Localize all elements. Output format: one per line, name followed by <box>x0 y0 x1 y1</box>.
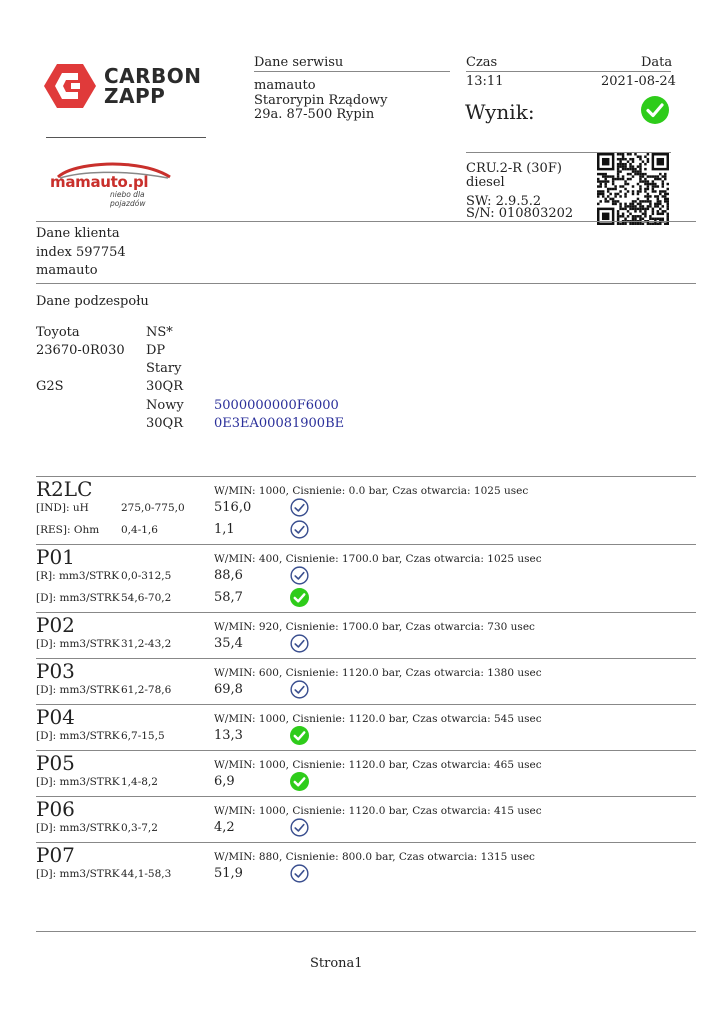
component-new-value1: 5000000000F6000 <box>214 398 339 413</box>
test-params: W/MIN: 880, Cisnienie: 800.0 bar, Czas otwarcia: 1315 usec <box>214 851 535 863</box>
device-sw: SW: 2.9.5.2 <box>466 194 542 209</box>
test-row-label: [D]: mm3/STRK <box>36 684 120 696</box>
service-heading: Dane serwisu <box>254 55 344 70</box>
test-params: W/MIN: 1000, Cisnienie: 1120.0 bar, Czas otwarcia: 415 usec <box>214 805 542 817</box>
qr-code <box>597 153 669 229</box>
test-row-range: 61,2-78,6 <box>121 684 172 696</box>
test-row-value: 35,4 <box>214 636 243 651</box>
test-row-label: [R]: mm3/STRK <box>36 570 120 582</box>
check-outline-icon <box>290 818 309 841</box>
service-address-line1: Starorypin Rządowy <box>254 93 388 108</box>
time-value: 13:11 <box>466 74 504 89</box>
test-row-value: 69,8 <box>214 682 243 697</box>
test-name: P02 <box>36 613 75 637</box>
service-address-line2: 29a. 87-500 Rypin <box>254 107 375 122</box>
test-divider <box>36 658 696 659</box>
test-row-range: 1,4-8,2 <box>121 776 158 788</box>
test-params: W/MIN: 1000, Cisnienie: 1120.0 bar, Czas otwarcia: 465 usec <box>214 759 542 771</box>
component-code: G2S <box>36 379 64 394</box>
test-name: P04 <box>36 705 75 729</box>
check-outline-icon <box>290 864 309 887</box>
service-divider <box>254 71 450 72</box>
check-outline-icon <box>290 520 309 543</box>
test-row-label: [D]: mm3/STRK <box>36 822 120 834</box>
component-new-label: Nowy <box>146 398 184 413</box>
component-old-label: Stary <box>146 361 182 376</box>
test-row-value: 4,2 <box>214 820 235 835</box>
carbon-zapp-wordmark: CARBON ZAPP <box>104 64 202 108</box>
test-row-range: 0,4-1,6 <box>121 524 158 536</box>
test-divider <box>36 750 696 751</box>
check-outline-icon <box>290 566 309 589</box>
test-row-label: [D]: mm3/STRK <box>36 868 120 880</box>
test-row-value: 13,3 <box>214 728 243 743</box>
test-row-label: [D]: mm3/STRK <box>36 638 120 650</box>
component-old-code: 30QR <box>146 379 183 394</box>
test-row-label: [D]: mm3/STRK <box>36 592 120 604</box>
test-row-value: 58,7 <box>214 590 243 605</box>
component-heading: Dane podzespołu <box>36 294 149 309</box>
test-row-label: [RES]: Ohm <box>36 524 100 536</box>
date-value: 2021-08-24 <box>601 74 676 89</box>
test-divider <box>36 612 696 613</box>
test-row-range: 44,1-58,3 <box>121 868 172 880</box>
client-index: index 597754 <box>36 245 126 260</box>
test-row-range: 31,2-43,2 <box>121 638 172 650</box>
test-params: W/MIN: 600, Cisnienie: 1120.0 bar, Czas otwarcia: 1380 usec <box>214 667 542 679</box>
test-row-value: 6,9 <box>214 774 235 789</box>
mamauto-logo <box>50 160 180 208</box>
test-name: R2LC <box>36 477 93 501</box>
component-part-number: 23670-0R030 <box>36 343 125 358</box>
test-row-value: 1,1 <box>214 522 235 537</box>
footer-divider <box>36 931 696 932</box>
test-name: P05 <box>36 751 75 775</box>
test-name: P07 <box>36 843 75 867</box>
test-divider <box>36 476 696 477</box>
service-name: mamauto <box>254 78 316 93</box>
test-row-label: [IND]: uH <box>36 502 89 514</box>
device-fuel: diesel <box>466 175 505 190</box>
client-name: mamauto <box>36 263 98 278</box>
test-params: W/MIN: 400, Cisnienie: 1700.0 bar, Czas otwarcia: 1025 usec <box>214 553 542 565</box>
test-row-range: 275,0-775,0 <box>121 502 185 514</box>
time-label: Czas <box>466 55 498 70</box>
component-new-code: 30QR <box>146 416 183 431</box>
test-name: P01 <box>36 545 75 569</box>
test-row-value: 88,6 <box>214 568 243 583</box>
component-dp: DP <box>146 343 166 358</box>
mamauto-tagline: niebo dla pojazdów <box>110 190 146 208</box>
component-ns: NS* <box>146 325 173 340</box>
header-bottom-divider <box>36 221 696 222</box>
test-divider <box>36 544 696 545</box>
device-model: CRU.2-R (30F) <box>466 161 562 176</box>
test-divider <box>36 796 696 797</box>
test-row-range: 0,3-7,2 <box>121 822 158 834</box>
test-params: W/MIN: 1000, Cisnienie: 1120.0 bar, Czas otwarcia: 545 usec <box>214 713 542 725</box>
time-date-divider <box>466 71 671 72</box>
check-outline-icon <box>290 680 309 703</box>
test-params: W/MIN: 920, Cisnienie: 1700.0 bar, Czas otwarcia: 730 usec <box>214 621 535 633</box>
test-name: P03 <box>36 659 75 683</box>
component-new-value2: 0E3EA00081900BE <box>214 416 345 431</box>
check-outline-icon <box>290 634 309 657</box>
test-params: W/MIN: 1000, Cisnienie: 0.0 bar, Czas otwarcia: 1025 usec <box>214 485 529 497</box>
client-divider <box>36 283 696 284</box>
test-row-range: 6,7-15,5 <box>121 730 165 742</box>
test-row-range: 54,6-70,2 <box>121 592 172 604</box>
check-outline-icon <box>290 498 309 521</box>
test-name: P06 <box>36 797 75 821</box>
check-green-icon <box>290 726 309 749</box>
test-divider <box>36 842 696 843</box>
mamauto-wordmark: mamauto.pl <box>50 173 149 191</box>
result-label: Wynik: <box>465 100 535 124</box>
client-heading: Dane klienta <box>36 226 120 241</box>
device-sn: S/N: 010803202 <box>466 206 574 221</box>
carbon-zapp-logo <box>44 62 96 114</box>
check-green-icon <box>290 772 309 795</box>
test-row-label: [D]: mm3/STRK <box>36 730 120 742</box>
test-row-range: 0,0-312,5 <box>121 570 172 582</box>
result-ok-icon <box>641 96 669 128</box>
test-divider <box>36 704 696 705</box>
component-brand: Toyota <box>36 325 80 340</box>
check-green-icon <box>290 588 309 611</box>
carbon-zapp-logo-icon <box>44 62 96 110</box>
test-row-value: 516,0 <box>214 500 252 515</box>
test-row-value: 51,9 <box>214 866 243 881</box>
logo-divider <box>46 137 206 138</box>
test-row-label: [D]: mm3/STRK <box>36 776 120 788</box>
date-label: Data <box>641 55 673 70</box>
page-number: Strona1 <box>310 956 363 971</box>
